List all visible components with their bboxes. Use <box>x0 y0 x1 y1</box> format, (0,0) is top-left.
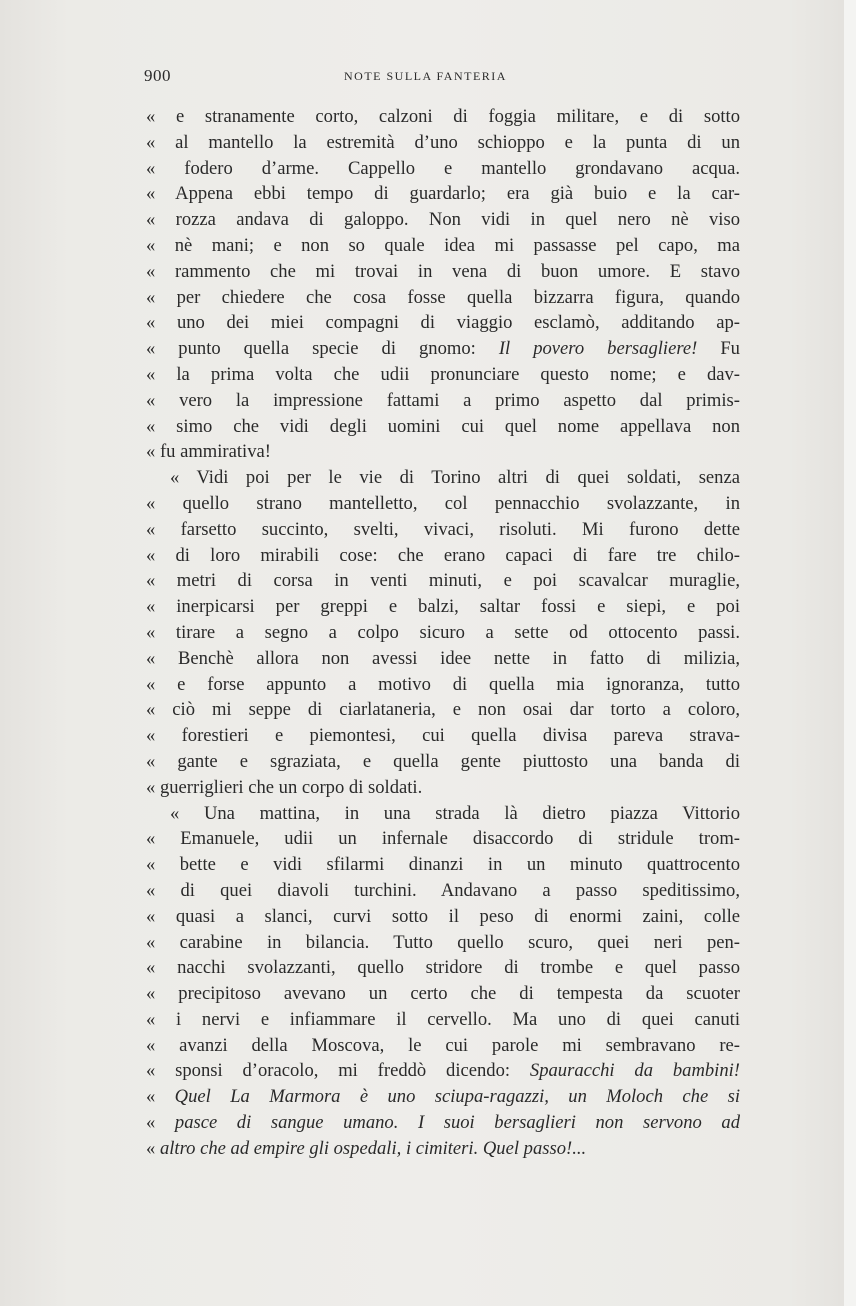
text-line: « tirare a segno a colpo sicuro a sette od ottocento passi. <box>146 621 740 643</box>
text-line: « e forse appunto a motivo di quella mia ignoranza, tutto <box>146 673 740 695</box>
text-line: « nacchi svolazzanti, quello stridore di trombe e quel passo <box>146 957 740 979</box>
text-line: « quello strano mantelletto, col pennacchio svolazzante, in <box>146 492 740 514</box>
text-line: « pasce di sangue umano. I suoi bersaglieri non servono ad <box>146 1112 740 1134</box>
italic-phrase: Il povero bersagliere! <box>498 338 698 360</box>
text-line: « Appena ebbi tempo di guardarlo; era già buio e la car- <box>146 183 740 205</box>
text-line: « Benchè allora non avessi idee nette in fatto di milizia, <box>146 647 740 669</box>
text-line: « guerriglieri che un corpo di soldati. <box>146 776 423 798</box>
text-line: « simo che vidi degli uomini cui quel nome appellava non <box>146 415 740 437</box>
text-line: « Una mattina, in una strada là dietro piazza Vittorio <box>170 802 740 824</box>
text-line: « di quei diavoli turchini. Andavano a passo speditissimo, <box>146 879 740 901</box>
text-line: « metri di corsa in venti minuti, e poi scavalcar muraglie, <box>146 570 740 592</box>
text-line: « fu ammirativa! <box>146 441 271 463</box>
text-line: « la prima volta che udii pronunciare questo nome; e dav- <box>146 363 740 385</box>
text-line: « carabine in bilancia. Tutto quello scuro, quei neri pen- <box>146 931 740 953</box>
text-line: « di loro mirabili cose: che erano capaci di fare tre chilo- <box>146 544 740 566</box>
text-line: « al mantello la estremità d’uno schioppo e la punta di un <box>146 131 740 153</box>
text-line: « rammento che mi trovai in vena di buon umore. E stavo <box>146 260 740 282</box>
text-line: « nè mani; e non so quale idea mi passasse pel capo, ma <box>146 234 740 256</box>
italic-phrase: pasce di sangue umano. I suoi bersaglieri non servono ad <box>174 1112 740 1134</box>
text-line: « Emanuele, udii un infernale disaccordo di stridule trom- <box>146 828 740 850</box>
italic-phrase: Quel La Marmora è uno sciupa-ragazzi, un Moloch che si <box>174 1086 740 1108</box>
text-line: « i nervi e infiammare il cervello. Ma uno di quei canuti <box>146 1008 740 1030</box>
running-head: NOTE SULLA FANTERIA <box>344 69 507 83</box>
text-line: « sponsi d’oracolo, mi freddò dicendo: Spauracchi da bambini! <box>146 1060 740 1082</box>
text-line: « rozza andava di galoppo. Non vidi in quel nero nè viso <box>146 209 740 231</box>
text-line: « Quel La Marmora è uno sciupa-ragazzi, un Moloch che si <box>146 1086 740 1108</box>
text-line: « bette e vidi sfilarmi dinanzi in un minuto quattrocento <box>146 854 740 876</box>
italic-phrase: Spauracchi da bambini! <box>529 1060 740 1082</box>
text-line: « inerpicarsi per greppi e balzi, saltar fossi e siepi, e poi <box>146 596 740 618</box>
text-line: « fodero d’arme. Cappello e mantello grondavano acqua. <box>146 157 740 179</box>
italic-phrase: altro che ad empire gli ospedali, i cimiteri. Quel passo!... <box>159 1137 587 1159</box>
text-line: « Vidi poi per le vie di Torino altri di quei soldati, senza <box>170 467 740 489</box>
text-line: « altro che ad empire gli ospedali, i cimiteri. Quel passo!... <box>146 1137 587 1159</box>
text-line: « forestieri e piemontesi, cui quella divisa pareva strava- <box>146 725 740 747</box>
page-edge <box>844 0 856 1306</box>
text-line: « quasi a slanci, curvi sotto il peso di enormi zaini, colle <box>146 905 740 927</box>
text-line: « precipitoso avevano un certo che di tempesta da scuoter <box>146 983 740 1005</box>
page-header <box>144 66 744 90</box>
page-number: 900 <box>144 66 171 85</box>
text-line: « uno dei miei compagni di viaggio esclamò, additando ap- <box>146 312 740 334</box>
text-line: « farsetto succinto, svelti, vivaci, risoluti. Mi furono dette <box>146 518 740 540</box>
text-line: « punto quella specie di gnomo: Il povero bersagliere! Fu <box>146 338 740 360</box>
text-line: « ciò mi seppe di ciarlataneria, e non osai dar torto a coloro, <box>146 699 740 721</box>
text-line: « per chiedere che cosa fosse quella bizzarra figura, quando <box>146 286 740 308</box>
body-text <box>146 104 740 1162</box>
text-line: « e stranamente corto, calzoni di foggia militare, e di sotto <box>146 106 740 127</box>
text-line: « gante e sgraziata, e quella gente piuttosto una banda di <box>146 750 740 772</box>
text-line: « vero la impressione fattami a primo aspetto dal primis- <box>146 389 740 411</box>
text-line: « avanzi della Moscova, le cui parole mi sembravano re- <box>146 1034 740 1056</box>
